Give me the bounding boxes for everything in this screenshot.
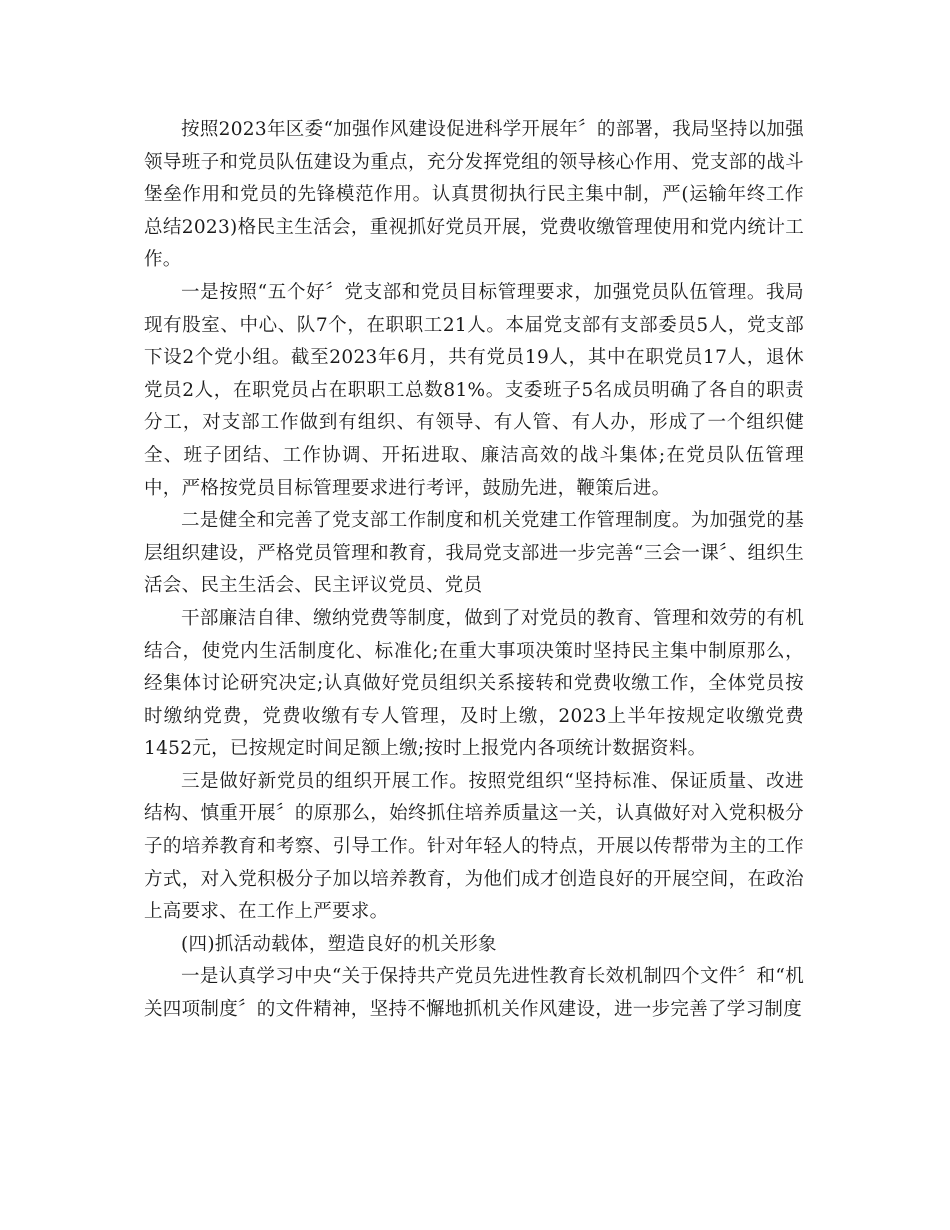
document-body (144, 114, 804, 1027)
paragraph: 干部廉洁自律、缴纳党费等制度，做到了对党员的教育、管理和效劳的有机结合，使党内生活制度化、标准化;在重大事项决策时坚持民主集中制原那么，经集体讨论研究决定;认真做好党员组织关系接转和党费收缴工作，全体党员按时缴纳党费，党费收缴有专人管理，及时上缴，2023上半年按规定收缴党费1452元，已按规定时间足额上缴;按时上报党内各项统计数据资料。 (144, 607, 804, 760)
paragraph: 一是按照“五个好〞党支部和党员目标管理要求，加强党员队伍管理。我局现有股室、中心、队7个，在职职工21人。本届党支部有支部委员5人，党支部下设2个党小组。截至2023年6月，共有党员19人，其中在职党员17人，退休党员2人，在职党员占在职职工总数81%。支委班子5名成员明确了各自的职责分工，对支部工作做到有组织、有领导、有人管、有人办，形成了一个组织健全、班子团结、工作协调、开拓进取、廉洁高效的战斗集体;在党员队伍管理中，严格按党员目标管理要求进行考评，鼓励先进，鞭策后进。 (144, 281, 804, 499)
paragraph: 一是认真学习中央“关于保持共产党员先进性教育长效机制四个文件〞和“机关四项制度〞的文件精神，坚持不懈地抓机关作风建设，进一步完善了学习制度 (144, 966, 804, 1021)
paragraph: 三是做好新党员的组织开展工作。按照党组织“坚持标准、保证质量、改进结构、慎重开展〞的原那么，始终抓住培养质量这一关，认真做好对入党积极分子的培养教育和考察、引导工作。针对年轻人的特点，开展以传帮带为主的工作方式，对入党积极分子加以培养教育，为他们成才创造良好的开展空间，在政治上高要求、在工作上严要求。 (144, 770, 804, 923)
paragraph: 二是健全和完善了党支部工作制度和机关党建工作管理制度。为加强党的基层组织建设，严格党员管理和教育，我局党支部进一步完善“三会一课〞、组织生活会、民主生活会、民主评议党员、党员 (144, 510, 804, 597)
paragraph: 按照2023年区委“加强作风建设促进科学开展年〞的部署，我局坚持以加强领导班子和党员队伍建设为重点，充分发挥党组的领导核心作用、党支部的战斗堡垒作用和党员的先锋模范作用。认真贯彻执行民主集中制，严(运输年终工作总结2023)格民主生活会，重视抓好党员开展，党费收缴管理使用和党内统计工作。 (144, 119, 804, 271)
section-heading: (四)抓活动载体，塑造良好的机关形象 (181, 933, 497, 955)
